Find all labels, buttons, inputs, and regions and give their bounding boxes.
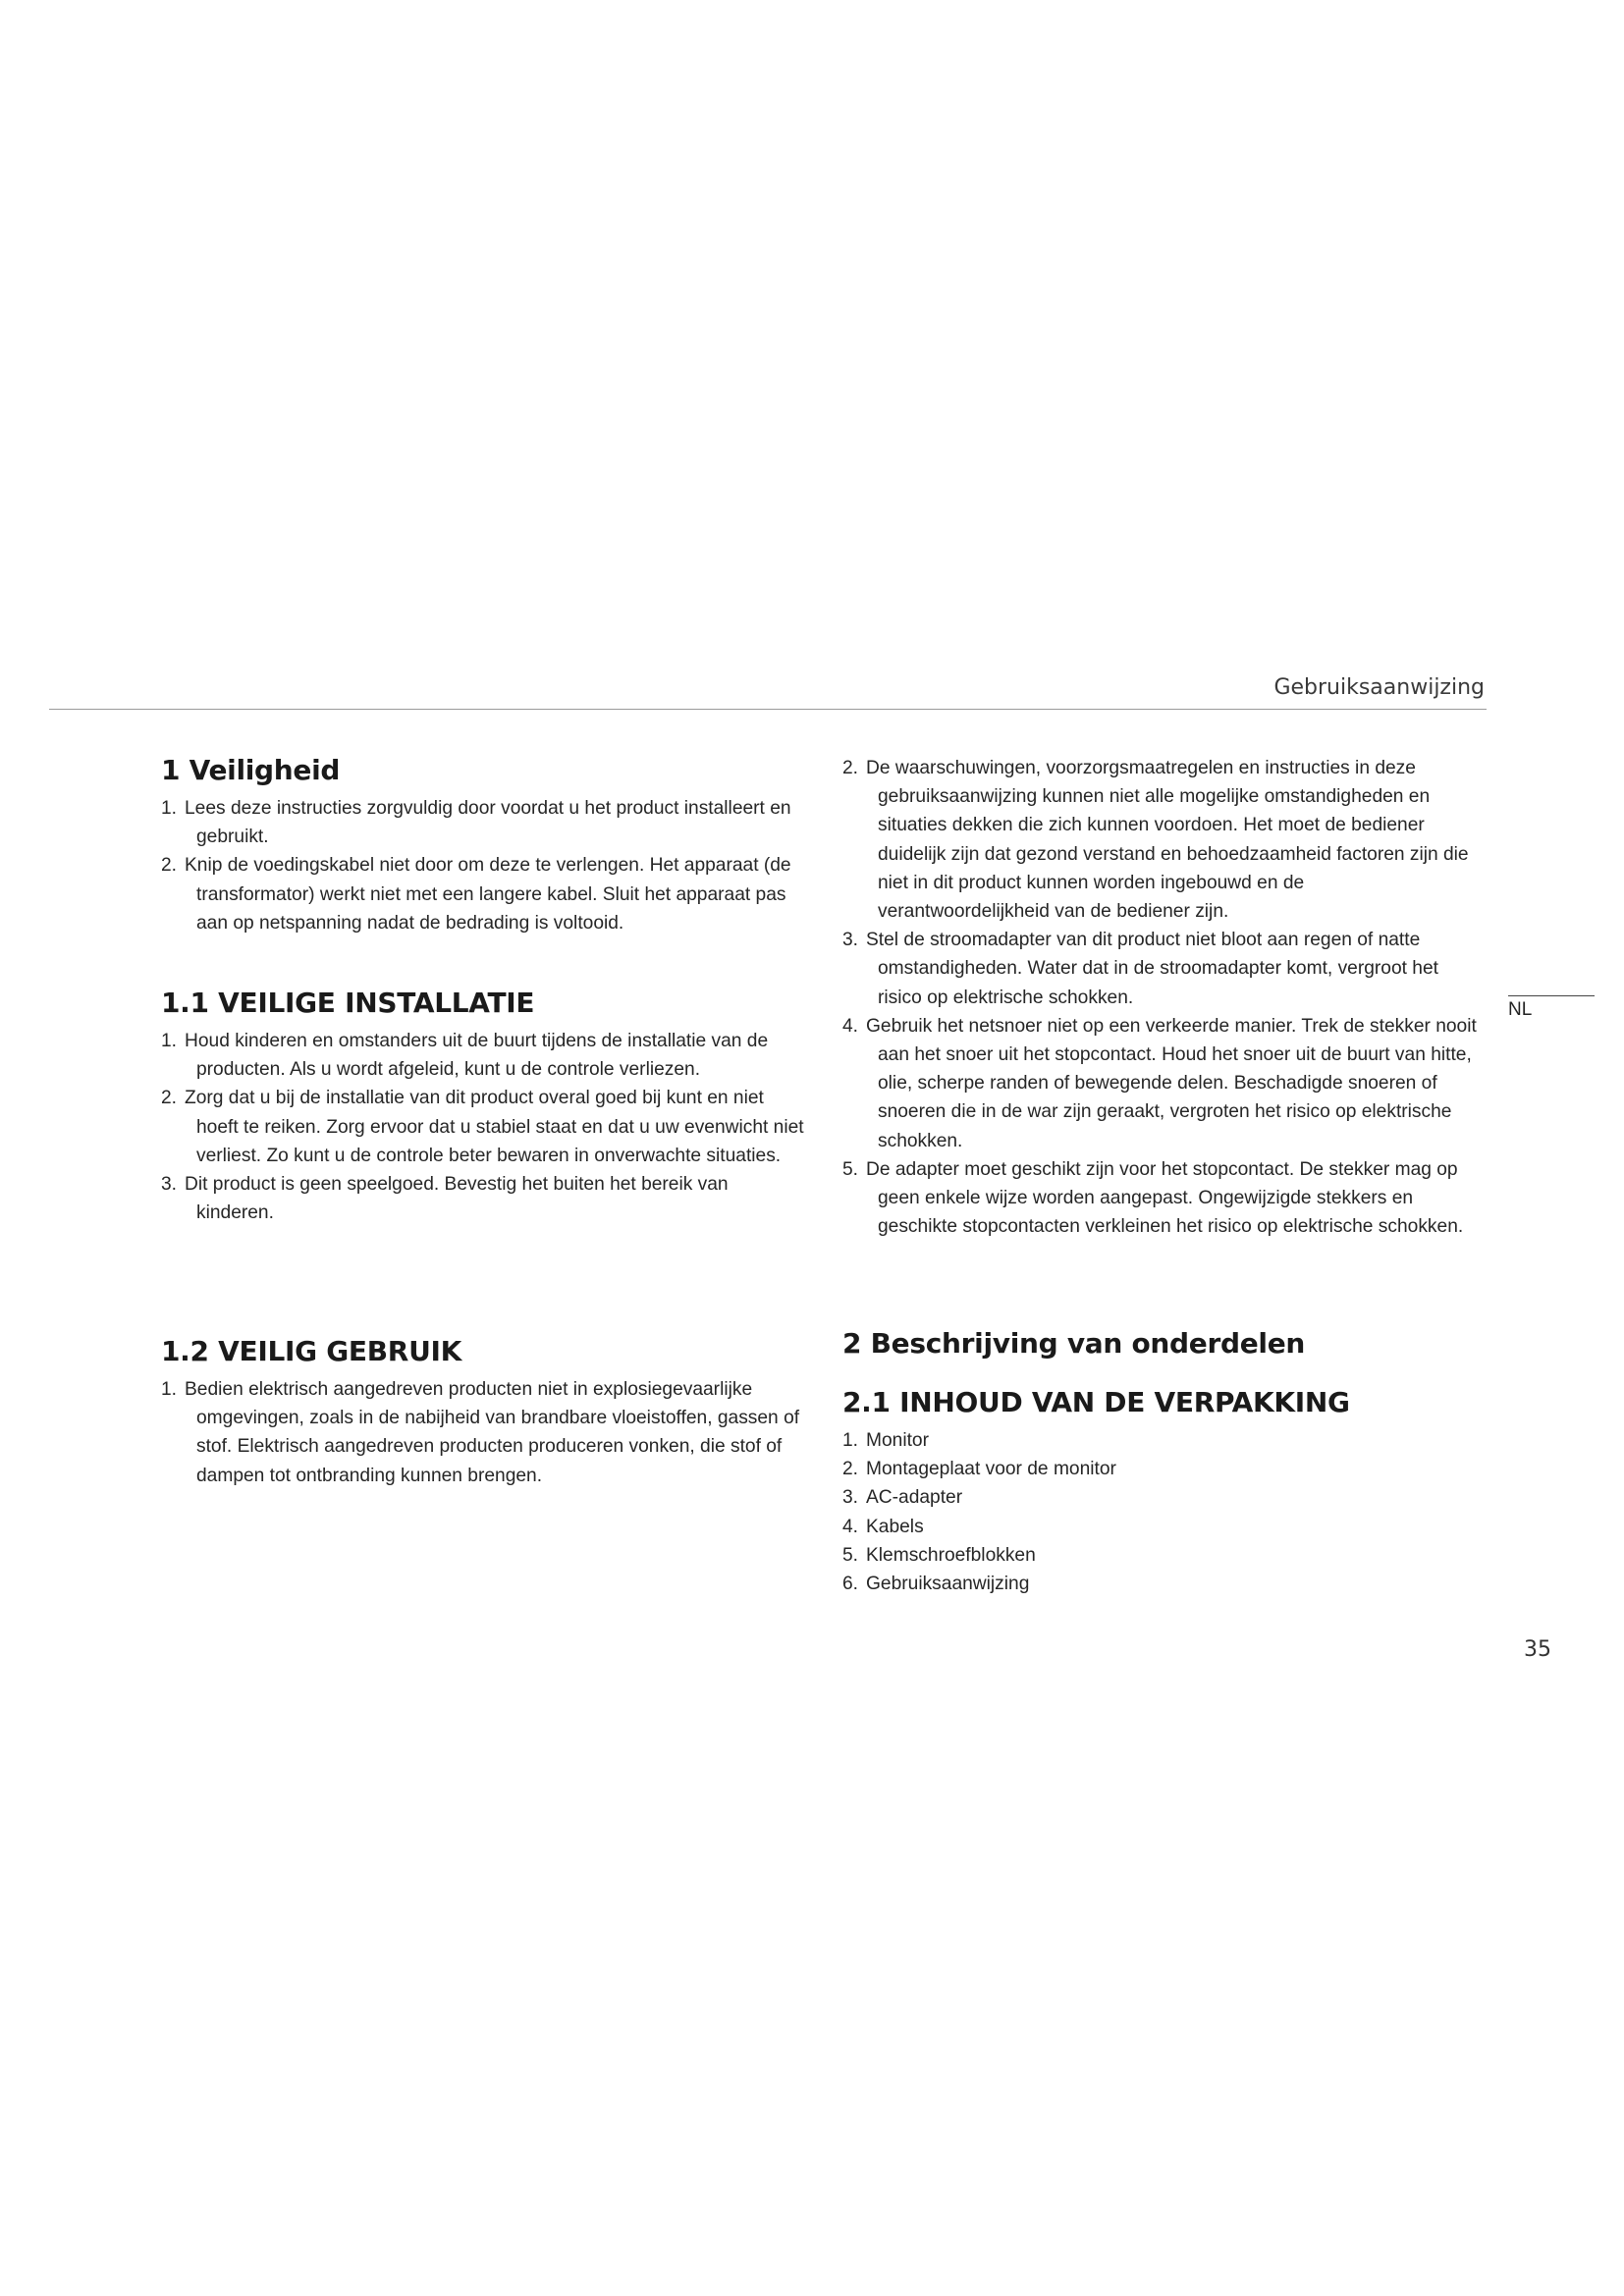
language-tab: NL (1508, 995, 1595, 1021)
section-inhoud-verpakking (842, 1386, 1481, 1598)
list-item: 3. Dit product is geen speelgoed. Bevestig het buiten het bereik van kinderen. (161, 1174, 729, 1224)
section-veilig-gebruik (161, 1335, 809, 1490)
section-veilig-gebruik-continued (842, 754, 1481, 1241)
heading-veilige-installatie: 1.1 VEILIGE INSTALLATIE (161, 987, 535, 1019)
heading-inhoud-verpakking: 2.1 INHOUD VAN DE VERPAKKING (842, 1386, 1350, 1418)
section-beschrijving-onderdelen (842, 1327, 1481, 1367)
heading-beschrijving-onderdelen: 2 Beschrijving van onderdelen (842, 1327, 1306, 1360)
list-veiligheid (161, 794, 809, 937)
list-item: 1. Houd kinderen en omstanders uit de buurt tijdens de installatie van de producten. Als u wordt afgeleid, kunt u de controle verliezen. (161, 1031, 769, 1081)
running-header-title: Gebruiksaanwijzing (1273, 675, 1485, 700)
list-item: 2. Knip de voedingskabel niet door om deze te verlengen. Het apparaat (de transformator) werkt niet met een langere kabel. Sluit het apparaat pas aan op netspanning nadat de bedrading is voltooid. (161, 855, 791, 934)
list-inhoud-verpakking (842, 1426, 1481, 1598)
list-item: 2. Montageplaat voor de monitor (842, 1459, 1116, 1480)
left-column (161, 0, 809, 2296)
list-item: 1. Monitor (842, 1430, 929, 1451)
list-item: 4. Gebruik het netsnoer niet op een verkeerde manier. Trek de stekker nooit aan het snoer uit het stopcontact. Houd het snoer uit de buurt van hitte, olie, scherpe randen of bewegende delen. Beschadigde snoeren of snoeren die in de war zijn geraakt, vergroten het risico op elektrische schokken. (842, 1015, 1477, 1151)
list-veilig-gebruik-continued (842, 754, 1481, 1241)
list-item: 1. Bedien elektrisch aangedreven producten niet in explosiegevaarlijke omgevingen, zoals in de nabijheid van brandbare vloeistoffen, gassen of stof. Elektrisch aangedreven producten produceren vonken, die stof of dampen tot ontbranding kunnen brengen. (161, 1379, 800, 1486)
list-item: 2. De waarschuwingen, voorzorgsmaatregelen en instructies in deze gebruiksaanwijzing kunnen niet alle mogelijke omstandigheden en situaties dekken die zich kunnen voordoen. Het moet de bediener duidelijk zijn dat gezond verstand en behoedzaamheid factoren zijn die niet in dit product kunnen worden ingebouwd en de verantwoordelijkheid van de bediener zijn. (842, 758, 1469, 923)
section-veiligheid (161, 754, 809, 937)
list-item: 3. AC-adapter (842, 1487, 963, 1509)
page-number: 35 (1524, 1637, 1551, 1662)
heading-veilig-gebruik: 1.2 VEILIG GEBRUIK (161, 1335, 462, 1367)
list-item: 1. Lees deze instructies zorgvuldig door voordat u het product installeert en gebruikt. (161, 798, 791, 848)
list-item: 3. Stel de stroomadapter van dit product niet bloot aan regen of natte omstandigheden. Water dat in de stroomadapter komt, vergroot het risico op elektrische schokken. (842, 930, 1438, 1008)
list-item: 5. De adapter moet geschikt zijn voor het stopcontact. De stekker mag op geen enkele wijze worden aangepast. Ongewijzigde stekkers en geschikte stopcontacten verkleinen het risico op elektrische schokken. (842, 1158, 1464, 1238)
heading-veiligheid: 1 Veiligheid (161, 754, 341, 786)
right-column (842, 0, 1481, 2296)
list-item: 6. Gebruiksaanwijzing (842, 1574, 1030, 1595)
list-item: 4. Kabels (842, 1516, 924, 1537)
list-veilige-installatie (161, 1027, 809, 1227)
list-item: 5. Klemschroefblokken (842, 1544, 1036, 1566)
list-veilig-gebruik (161, 1375, 809, 1490)
section-veilige-installatie (161, 987, 809, 1227)
list-item: 2. Zorg dat u bij de installatie van dit product overal goed bij kunt en niet hoeft te reiken. Zorg ervoor dat u stabiel staat en dat u uw evenwicht niet verliest. Zo kunt u de controle beter bewaren in onverwachte situaties. (161, 1088, 804, 1166)
